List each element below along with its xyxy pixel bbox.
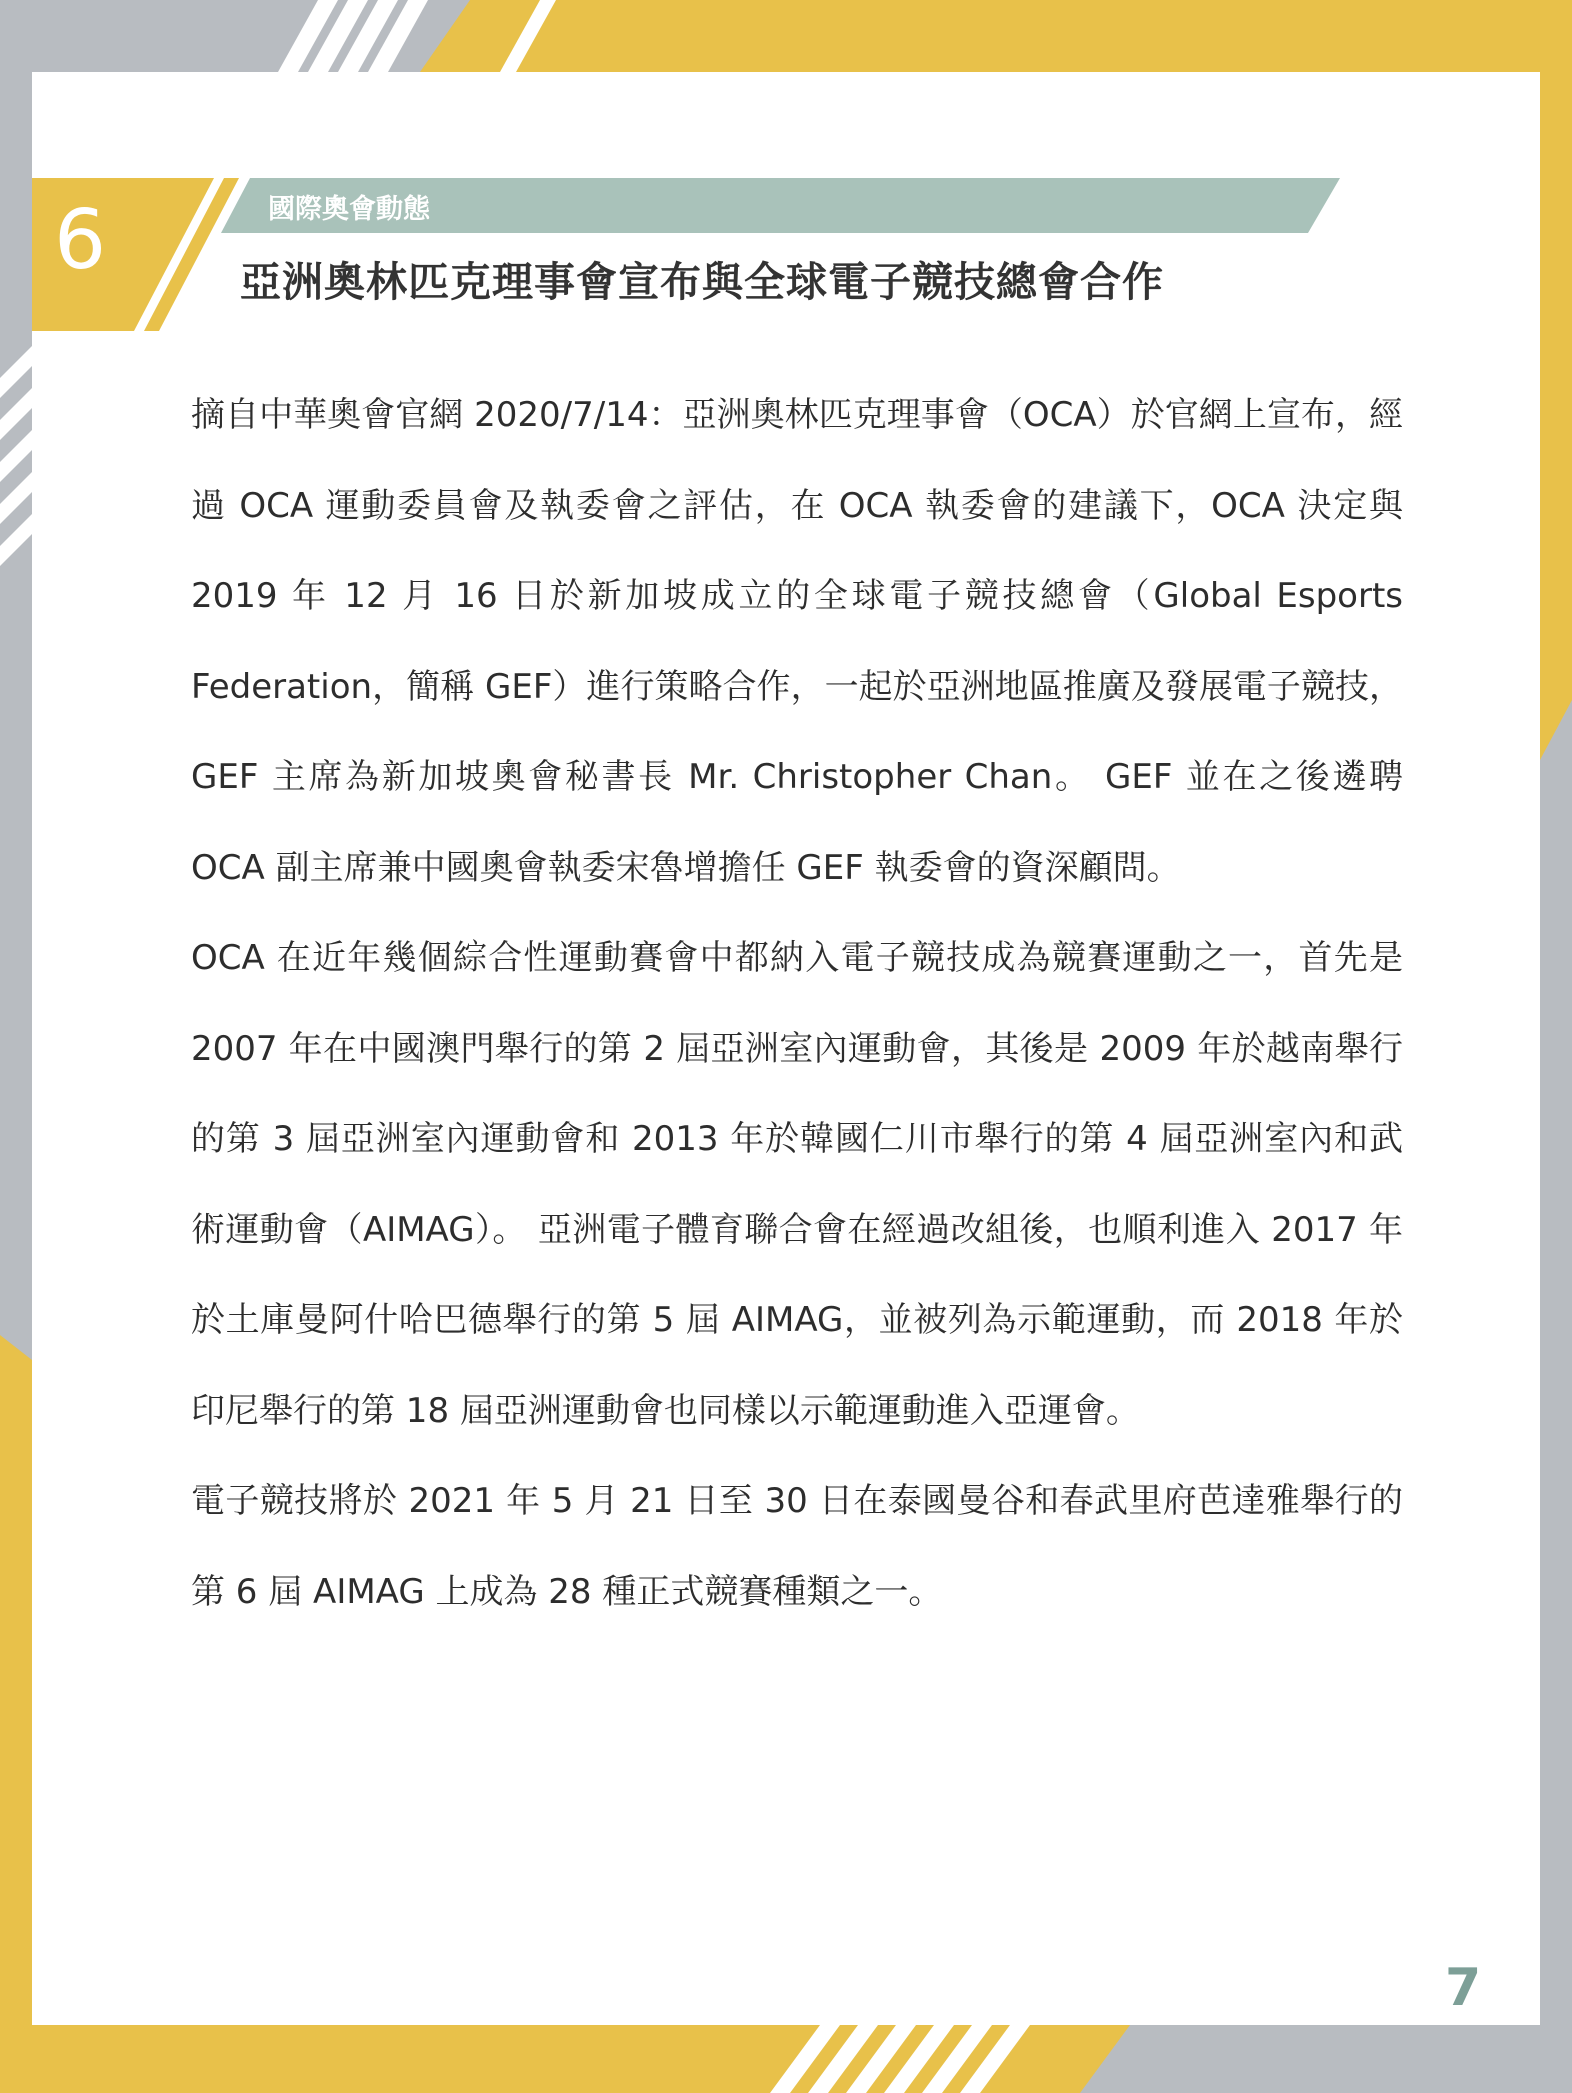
paragraph: 電子競技將於 2021 年 5 月 21 日至 30 日在泰國曼谷和春武里府芭達雅舉行的第 6 屆 AIMAG 上成為 28 種正式競賽種類之一。 — [191, 1481, 1403, 1612]
paragraph: OCA 在近年幾個綜合性運動賽會中都納入電子競技成為競賽運動之一，首先是 2007 年在中國澳門舉行的第 2 屆亞洲室內運動會，其後是 2009 年於越南舉行的第 3 屆亞洲室內運動會和 2013 年於韓國仁川市舉行的第 4 屆亞洲室內和武術運動會（AIMAG）。 亞洲電子體育聯合會在經過改組後，也順利進入 2017 年於土庫曼阿什哈巴德舉行的第 5 屆 AIMAG，並被列為示範運動，而 2018 年於印尼舉行的第 18 屆亞洲運動會也同樣以示範運動進入亞運會。 — [191, 938, 1403, 1431]
article-body — [191, 370, 1403, 1637]
chapter-number: 6 — [54, 193, 107, 288]
page-number: 7 — [1445, 1958, 1482, 2018]
paragraph: 摘自中華奧會官網 2020/7/14：亞洲奧林匹克理事會（OCA）於官網上宣布，經過 OCA 運動委員會及執委會之評估，在 OCA 執委會的建議下，OCA 決定與 2019 年 12 月 16 日於新加坡成立的全球電子競技總會（Global Esports Federation，簡稱 GEF）進行策略合作，一起於亞洲地區推廣及發展電子競技，GEF 主席為新加坡奧會秘書長 Mr. Christopher Chan。 GEF 並在之後遴聘 OCA 副主席兼中國奧會執委宋魯增擔任 GEF 執委會的資深顧問。 — [191, 395, 1403, 888]
section-label: 國際奧會動態 — [268, 194, 430, 225]
chapter-banner — [32, 178, 1340, 331]
article-title: 亞洲奧林匹克理事會宣布與全球電子競技總會合作 — [240, 258, 1164, 306]
